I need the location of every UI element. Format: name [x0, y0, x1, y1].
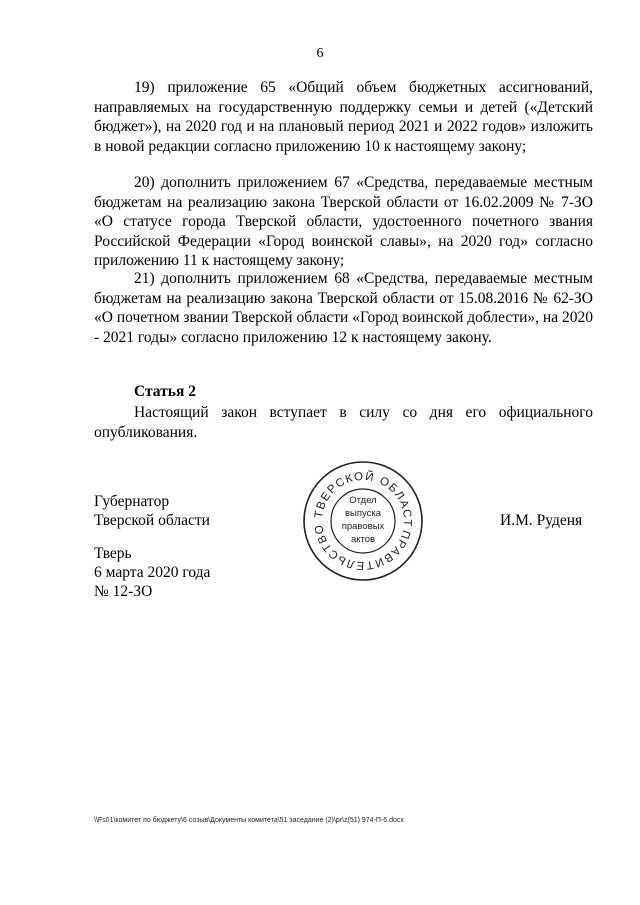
signatory-name: И.М. Руденя: [500, 512, 583, 529]
signatory-position: [94, 492, 210, 530]
stamp-ring-text: ПРАВИТЕЛЬСТВО ТВЕРСКОЙ ОБЛАСТИ: [312, 470, 414, 572]
stamp-line-2: выпуска: [344, 508, 382, 519]
position-line-1: Губернатор: [94, 493, 170, 510]
paragraph-19: 19) приложение 65 «Общий объем бюджетных ассигнований, направляемых на государственную поддержку семьи и детей («Детский бюджет»), на 2020 год и на плановый период 2021 и 2022 годов» изложить в новой редакции согласно приложению 10 к настоящему закону;: [94, 79, 593, 155]
stamp-line-3: правовых: [341, 521, 385, 532]
article-text: Настоящий закон вступает в силу со дня его официального опубликования.: [94, 404, 593, 441]
stamp-line-4: актов: [350, 534, 376, 545]
article-title: Статья 2: [134, 383, 196, 400]
paragraph-21: 21) дополнить приложением 68 «Средства, передаваемые местным бюджетам на реализацию закона Тверской области от 15.08.2016 № 62-ЗО «О почетном звании Тверской области «Город воинской доблести», на 2020 - 2021 годы» согласно приложению 12 к настоящему закону.: [94, 270, 593, 346]
city: Тверь: [94, 545, 132, 562]
law-number: № 12-ЗО: [94, 583, 153, 600]
official-stamp: [301, 459, 425, 583]
position-line-2: Тверской области: [94, 512, 210, 529]
stamp-line-1: Отдел: [349, 495, 377, 506]
paragraph-20: 20) дополнить приложением 67 «Средства, передаваемые местным бюджетам на реализацию закона Тверской области от 16.02.2009 № 7-ЗО «О статусе города Тверской области, удостоенного почетного звания Российской Федерации «Город воинской славы», на 2020 год» согласно приложению 11 к настоящему закону;: [94, 174, 593, 269]
law-date: 6 марта 2020 года: [94, 564, 211, 581]
footer-file-path: \\Fs01\комитет по бюджету\6 созыв\Документы комитета\51 заседание (2)\pr\z(51) 974-П-6.docx: [94, 817, 404, 824]
place-and-date: [94, 544, 210, 601]
page-number: 6: [316, 46, 324, 61]
